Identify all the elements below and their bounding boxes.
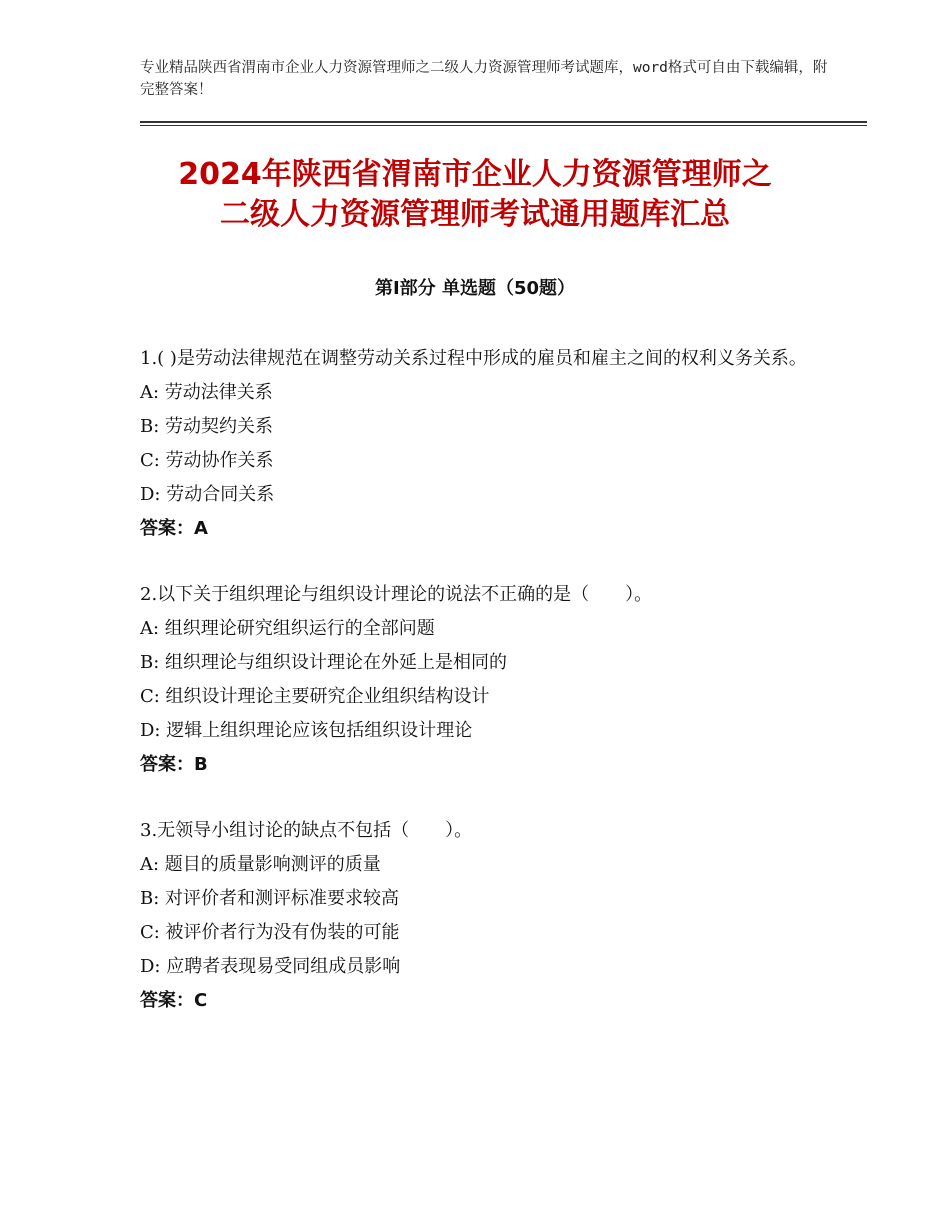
option-c: C: 组织设计理论主要研究企业组织结构设计 — [140, 686, 490, 707]
answer: 答案：A — [140, 518, 208, 539]
question-2 — [140, 578, 840, 782]
header-rule-thin — [140, 125, 867, 126]
document-title-line-2: 二级人力资源管理师考试通用题库汇总 — [220, 197, 730, 232]
option-b: B: 劳动契约关系 — [140, 416, 274, 437]
question-1 — [140, 342, 840, 546]
question-stem: 1.( )是劳动法律规范在调整劳动关系过程中形成的雇员和雇主之间的权利义务关系。 — [140, 348, 807, 369]
option-a: A: 题目的质量影响测评的质量 — [140, 854, 381, 875]
header-rule-thick — [140, 121, 867, 123]
answer: 答案：B — [140, 754, 208, 775]
option-b: B: 组织理论与组织设计理论在外延上是相同的 — [140, 652, 508, 673]
question-stem: 2.以下关于组织理论与组织设计理论的说法不正确的是（ ）。 — [140, 584, 653, 605]
option-a: A: 组织理论研究组织运行的全部问题 — [140, 618, 435, 639]
header-note: 专业精品陕西省渭南市企业人力资源管理师之二级人力资源管理师考试题库，word格式可自由下载编辑，附完整答案！ — [140, 60, 828, 98]
document-title-line-1: 2024年陕西省渭南市企业人力资源管理师之 — [178, 157, 772, 192]
section-title: 第Ⅰ部分 单选题（50题） — [374, 278, 575, 299]
option-a: A: 劳动法律关系 — [140, 382, 273, 403]
answer: 答案：C — [140, 990, 208, 1011]
question-stem: 3.无领导小组讨论的缺点不包括（ ）。 — [140, 820, 473, 841]
option-b: B: 对评价者和测评标准要求较高 — [140, 888, 400, 909]
question-list — [140, 342, 840, 1050]
option-d: D: 逻辑上组织理论应该包括组织设计理论 — [140, 720, 473, 741]
option-c: C: 被评价者行为没有伪装的可能 — [140, 922, 400, 943]
option-d: D: 劳动合同关系 — [140, 484, 275, 505]
option-c: C: 劳动协作关系 — [140, 450, 274, 471]
document-title — [100, 155, 850, 235]
option-d: D: 应聘者表现易受同组成员影响 — [140, 956, 401, 977]
question-3 — [140, 814, 840, 1018]
